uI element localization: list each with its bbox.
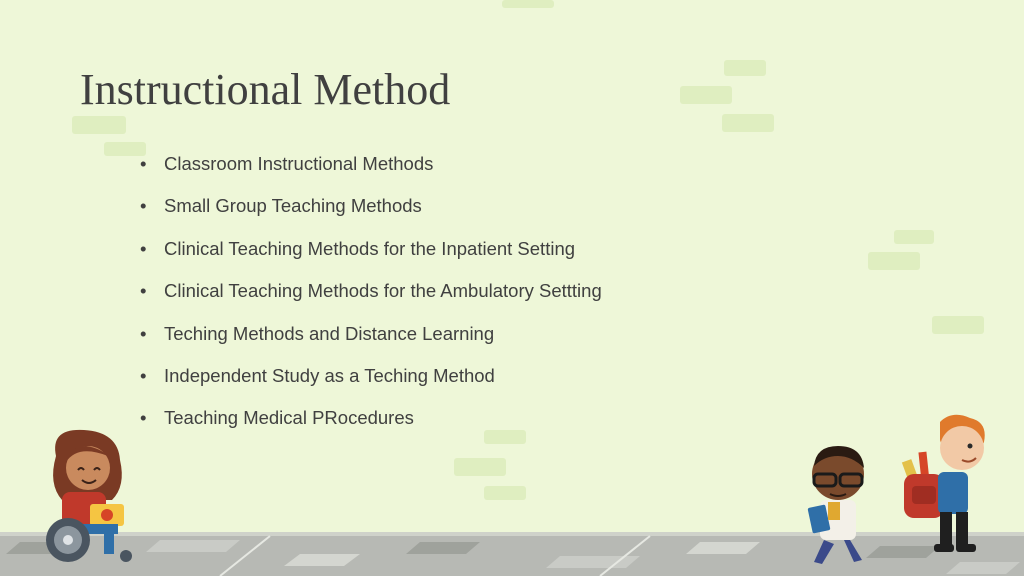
girl-in-wheelchair-illustration bbox=[34, 426, 152, 566]
decorative-brick bbox=[724, 60, 766, 76]
list-item bbox=[140, 404, 602, 446]
bullet-text: Small Group Teaching Methods bbox=[164, 195, 422, 217]
list-item bbox=[140, 277, 602, 319]
bullet-text: Clinical Teaching Methods for the Inpatient Setting bbox=[164, 237, 576, 259]
decorative-brick bbox=[894, 230, 934, 244]
decorative-brick bbox=[932, 316, 984, 334]
bullet-dot: • bbox=[140, 237, 147, 259]
list-item bbox=[140, 150, 602, 192]
bullet-text: Classroom Instructional Methods bbox=[164, 153, 434, 174]
bullet-dot: • bbox=[140, 153, 147, 174]
bullet-dot: • bbox=[140, 280, 147, 302]
bullet-dot: • bbox=[140, 322, 147, 344]
bullet-list bbox=[140, 150, 602, 447]
decorative-brick bbox=[502, 0, 554, 8]
bullet-text: Teching Methods and Distance Learning bbox=[164, 322, 495, 344]
boy-with-book-illustration bbox=[804, 440, 874, 568]
decorative-brick bbox=[484, 486, 526, 500]
bullet-dot: • bbox=[140, 407, 147, 429]
list-item bbox=[140, 235, 602, 277]
list-item bbox=[140, 320, 602, 362]
bullet-text: Clinical Teaching Methods for the Ambulatory Settting bbox=[164, 280, 602, 302]
list-item bbox=[140, 192, 602, 234]
bullet-text: Independent Study as a Teching Method bbox=[164, 364, 495, 386]
bullet-dot: • bbox=[140, 364, 147, 386]
decorative-brick bbox=[868, 252, 920, 270]
bullet-dot: • bbox=[140, 195, 147, 217]
decorative-brick bbox=[680, 86, 732, 104]
decorative-brick bbox=[454, 458, 506, 476]
slide-title: Instructional Method bbox=[80, 65, 451, 114]
bullet-text: Teaching Medical PRocedures bbox=[164, 407, 414, 429]
decorative-brick bbox=[722, 114, 774, 132]
boy-with-backpack-illustration bbox=[900, 412, 996, 558]
decorative-brick bbox=[72, 116, 126, 134]
list-item bbox=[140, 362, 602, 404]
